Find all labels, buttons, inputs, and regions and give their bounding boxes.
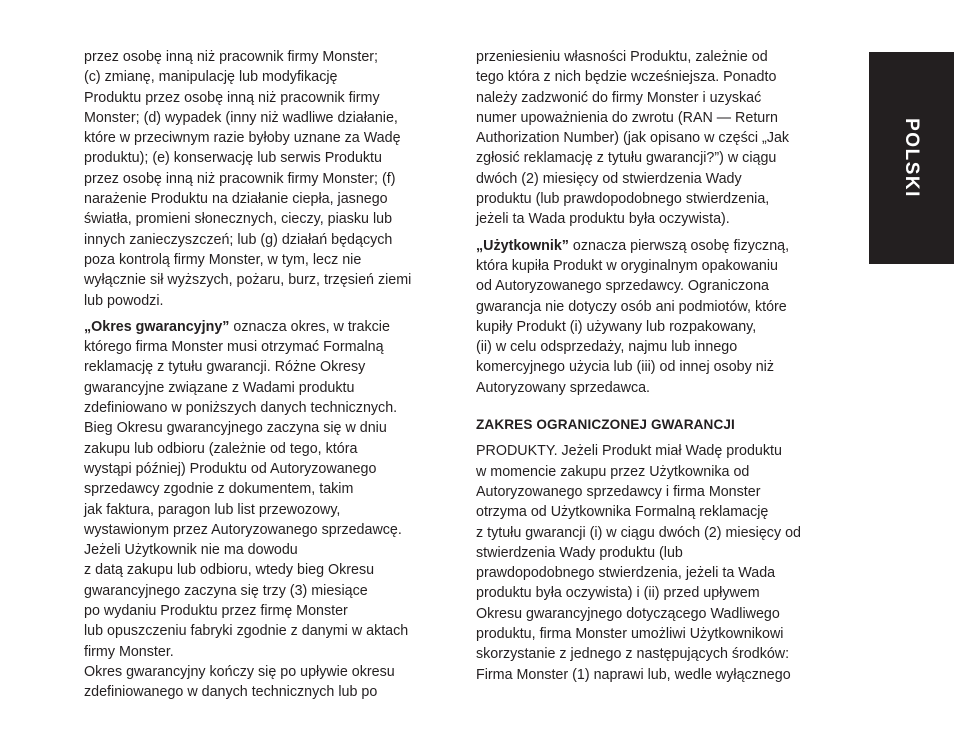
text-line: z tytułu gwarancji (i) w ciągu dwóch (2) miesięcy od — [476, 524, 801, 541]
text-line: gwarancyjnego zaczyna się trzy (3) miesiące — [84, 582, 368, 599]
right-paragraph-continuation — [476, 47, 848, 230]
text-line: zdefiniowano w poniższych danych technicznych. — [84, 400, 398, 417]
right-column — [476, 47, 848, 685]
text-line: (c) zmianę, manipulację lub modyfikację — [84, 69, 338, 86]
left-paragraph-exclusions — [84, 47, 456, 311]
text-line: Authorization Number) (jak opisano w części „Jak — [476, 130, 790, 147]
text-line: Jeżeli Użytkownik nie ma dowodu — [84, 542, 298, 559]
text-line: poza kontrolą firmy Monster, w tym, lecz nie — [84, 251, 362, 268]
text-line: gwarancja nie dotyczy osób ani podmiotów, które — [476, 298, 787, 315]
left-paragraph-warranty-period — [84, 317, 456, 703]
left-column — [84, 47, 456, 703]
language-tab-label: POLSKI — [901, 118, 922, 198]
text-line: Okresu gwarancyjnego dotyczącego Wadliwego — [476, 605, 780, 622]
text-line: jak faktura, paragon lub list przewozowy, — [84, 501, 341, 518]
text-line: produktu (lub prawdopodobnego stwierdzenia, — [476, 191, 770, 208]
text-line: produktu była oczywista) i (ii) przed upływem — [476, 585, 760, 602]
text-line: Okres gwarancyjny kończy się po upływie okresu — [84, 663, 395, 680]
text-line: prawdopodobnego stwierdzenia, jeżeli ta Wada — [476, 565, 776, 582]
text-line: kupiły Produkt (i) używany lub rozpakowany, — [476, 318, 757, 335]
text-line: sprzedawcy zgodnie z dokumentem, takim — [84, 481, 354, 498]
text-line: zgłosić reklamację z tytułu gwarancji?”) w ciągu — [476, 150, 777, 167]
right-paragraph-user-definition — [476, 236, 848, 398]
text-line: otrzyma od Użytkownika Formalną reklamację — [476, 504, 769, 521]
text-line: Autoryzowany sprzedawca. — [476, 379, 651, 396]
text-line: jeżeli ta Wada produktu była oczywista). — [476, 211, 730, 228]
text-line: Autoryzowanego sprzedawcy i firma Monster — [476, 483, 761, 500]
text-line: po wydaniu Produktu przez firmę Monster — [84, 603, 348, 620]
text-line: wyłącznie sił wyższych, pożaru, burz, trzęsień ziemi — [84, 272, 412, 289]
right-paragraph-products — [476, 441, 848, 685]
text-line: zakupu lub odbioru (zależnie od tego, która — [84, 440, 358, 457]
text-span: oznacza okres, w trakcie — [229, 318, 390, 335]
text-line: firmy Monster. — [84, 643, 174, 660]
text-line: produktu, firma Monster umożliwi Użytkownikowi — [476, 626, 784, 643]
text-line — [84, 317, 456, 337]
defined-term-user: „Użytkownik” — [476, 237, 569, 254]
text-line: przeniesieniu własności Produktu, zależnie od — [476, 49, 768, 65]
text-line: Produktu przez osobę inną niż pracownik firmy — [84, 89, 380, 106]
text-line: gwarancyjne związane z Wadami produktu — [84, 379, 355, 396]
text-line: innych zanieczyszczeń; lub (g) działań będących — [84, 231, 393, 248]
text-line: Bieg Okresu gwarancyjnego zaczyna się w dniu — [84, 420, 387, 437]
text-line: Monster; (d) wypadek (inny niż wadliwe działanie, — [84, 109, 398, 126]
defined-term-warranty-period: „Okres gwarancyjny” — [84, 318, 230, 335]
text-line: zdefiniowanego w danych technicznych lub po — [84, 684, 378, 701]
text-line: lub opuszczeniu fabryki zgodnie z danymi w aktach — [84, 623, 409, 640]
text-line: numer upoważnienia do zwrotu (RAN — Return — [476, 109, 778, 126]
language-tab — [869, 52, 954, 264]
text-line: komercyjnego użycia lub (iii) od innej osoby niż — [476, 359, 774, 376]
text-line: przez osobę inną niż pracownik firmy Monster; (f) — [84, 170, 396, 187]
text-line: (ii) w celu odsprzedaży, najmu lub innego — [476, 339, 738, 356]
text-line: tego która z nich będzie wcześniejsza. Ponadto — [476, 69, 777, 86]
text-line: światła, promieni słonecznych, cieczy, piasku lub — [84, 211, 393, 228]
text-line: dwóch (2) miesięcy od stwierdzenia Wady — [476, 170, 742, 187]
text-line: reklamację z tytułu gwarancji. Różne Okresy — [84, 359, 366, 376]
text-line: skorzystanie z jednego z następujących środków: — [476, 646, 790, 663]
text-line: narażenie Produktu na działanie ciepła, jasnego — [84, 191, 388, 208]
text-line: stwierdzenia Wady produktu (lub — [476, 544, 683, 561]
text-line: która kupiła Produkt w oryginalnym opakowaniu — [476, 257, 778, 274]
text-line: produktu); (e) konserwację lub serwis Produktu — [84, 150, 382, 167]
section-heading: ZAKRES OGRANICZONEJ GWARANCJI — [476, 417, 735, 433]
text-line: które w przeciwnym razie byłoby uznane za Wadę — [84, 130, 401, 147]
text-line: od Autoryzowanego sprzedawcy. Ograniczona — [476, 278, 769, 295]
text-line: należy zadzwonić do firmy Monster i uzyskać — [476, 89, 762, 106]
text-line: PRODUKTY. Jeżeli Produkt miał Wadę produktu — [476, 443, 782, 460]
text-line: którego firma Monster musi otrzymać Formalną — [84, 339, 384, 356]
text-line: Firma Monster (1) naprawi lub, wedle wyłącznego — [476, 666, 791, 683]
text-line: w momencie zakupu przez Użytkownika od — [476, 463, 750, 480]
text-line: wystawionym przez Autoryzowanego sprzedawcę. — [84, 521, 402, 538]
text-line: przez osobę inną niż pracownik firmy Monster; — [84, 49, 379, 65]
text-span: oznacza pierwszą osobę fizyczną, — [568, 237, 790, 254]
text-line: z datą zakupu lub odbioru, wtedy bieg Okresu — [84, 562, 375, 579]
text-line — [476, 236, 848, 256]
text-line: lub powodzi. — [84, 292, 164, 309]
text-line: wystąpi później) Produktu od Autoryzowanego — [84, 460, 377, 477]
